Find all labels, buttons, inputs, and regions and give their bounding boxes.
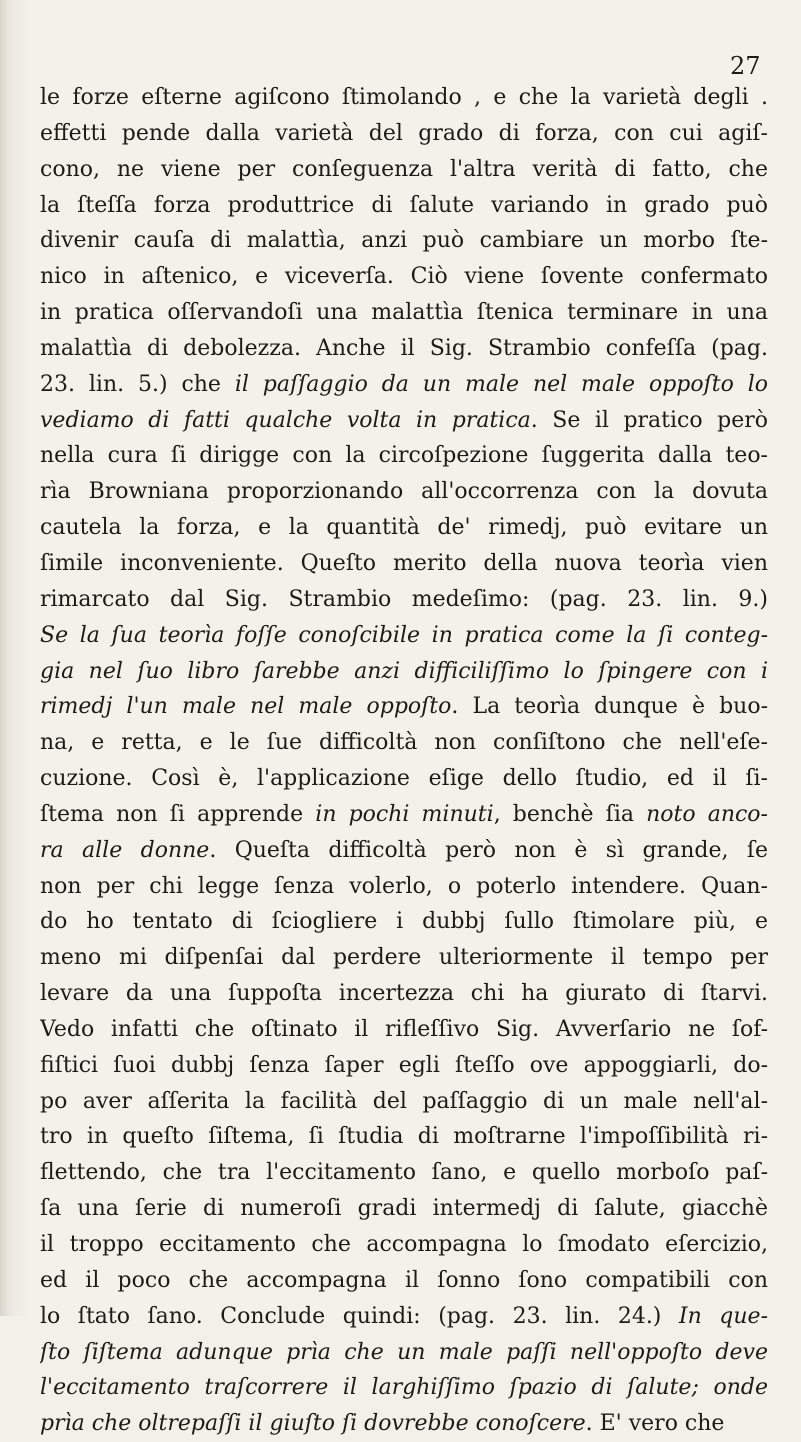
text-segment: cuzione. Così è, l'applicazione eſige dello ſtudio, ed il ſi-	[40, 766, 768, 792]
text-segment: tro in queſto ſiſtema, ſi ſtudia di moſtrarne l'impoſſibilità ri-	[40, 1124, 768, 1150]
text-segment: In que-	[678, 1303, 768, 1329]
text-line	[40, 403, 768, 439]
text-line	[40, 116, 768, 152]
text-segment: levare da una ſuppoſta incertezza chi ha giurato di ſtarvi.	[40, 981, 768, 1007]
text-segment: effetti pende dalla varietà del grado di forza, con cui agiſ-	[40, 120, 768, 146]
text-line	[40, 438, 768, 474]
page-number: 27	[730, 52, 761, 80]
text-segment: ſto ſiſtema adunque prìa che un male paſſi nell'oppoſto deve	[40, 1339, 768, 1365]
text-segment: gia nel ſuo libro ſarebbe anzi difficiliſſimo lo ſpingere con i	[40, 658, 768, 684]
text-segment: do ho tentato di ſciogliere i dubbj ſullo ſtimolare più, e	[40, 909, 768, 935]
text-line	[40, 546, 768, 582]
text-segment: noto anco-	[646, 801, 768, 827]
text-line	[40, 1012, 768, 1048]
text-segment: nico in aſtenico, e viceverſa. Ciò viene ſovente confermato	[40, 264, 768, 290]
text-line	[40, 1048, 768, 1084]
text-segment: na, e retta, e le ſue difficoltà non conſiſtono che nell'eſe-	[40, 730, 768, 756]
text-segment: Vedo infatti che oſtinato il rifleſſivo Sig. Avverſario ne ſof-	[40, 1016, 768, 1042]
text-segment: . Se il pratico però	[530, 407, 768, 433]
text-segment: ſa una ſerie di numeroſi gradi intermedj di ſalute, giacchè	[40, 1196, 768, 1222]
text-segment: po aver aſſerita la facilità del paſſaggio di un male nell'al-	[40, 1088, 768, 1114]
text-line	[40, 331, 768, 367]
text-line	[40, 1299, 768, 1335]
text-segment: rìa Browniana proporzionando all'occorrenza con la dovuta	[40, 479, 768, 505]
text-segment: . La teorìa dunque è buo-	[451, 694, 768, 720]
text-line	[40, 1370, 768, 1406]
text-line	[40, 976, 768, 1012]
text-segment: il troppo eccitamento che accompagna lo ſmodato eſercizio,	[40, 1232, 768, 1257]
text-line	[40, 80, 768, 116]
text-segment: ſtema non ſi apprende	[40, 801, 316, 827]
text-segment: prìa che oltrepaſſi il giuſto ſi dovrebbe conoſcere	[40, 1411, 586, 1437]
text-line	[40, 474, 768, 510]
text-line	[40, 510, 768, 546]
text-line	[40, 367, 768, 403]
text-line	[40, 582, 768, 618]
text-segment: rimarcato dal Sig. Strambio medeſimo: (pag. 23. lin. 9.)	[40, 586, 768, 612]
text-line	[40, 654, 768, 690]
text-line	[40, 259, 768, 295]
text-line	[40, 295, 768, 331]
text-line	[40, 940, 768, 976]
text-line	[40, 689, 768, 725]
text-line	[40, 761, 768, 797]
text-segment: cono, ne viene per conſeguenza l'altra verità di fatto, che	[40, 156, 768, 182]
text-segment: il paſſaggio da un male nel male oppoſto lo	[234, 371, 768, 397]
text-line	[40, 904, 768, 940]
text-line	[40, 1335, 768, 1371]
text-line	[40, 618, 768, 654]
text-line	[40, 833, 768, 869]
text-segment: cautela la forza, e la quantità de' rimedj, può evitare un	[40, 515, 768, 541]
text-segment: le forze eſterne agiſcono ſtimolando , e che la varietà degli .	[40, 85, 768, 110]
text-segment: non per chi legge ſenza volerlo, o poterlo intendere. Quan-	[40, 873, 768, 899]
text-segment: , benchè ſia	[493, 801, 647, 827]
text-segment: lo ſtato ſano. Conclude quindi: (pag. 23. lin. 24.)	[40, 1303, 679, 1329]
text-line	[40, 152, 768, 188]
text-segment: in pratica oſſervandoſi una malattìa ſtenica terminare in una	[40, 300, 768, 326]
text-line	[40, 725, 768, 761]
text-segment: l'eccitamento traſcorrere il larghiſſimo ſpazio di ſalute; onde	[40, 1375, 768, 1401]
text-line	[40, 1227, 768, 1263]
text-segment: Se la ſua teorìa foſſe conoſcibile in pratica come la ſi conteg-	[40, 622, 768, 648]
text-segment: meno mi diſpenſai dal perdere ulteriormente il tempo per	[40, 945, 768, 971]
text-segment: 23. lin. 5.) che	[40, 371, 235, 397]
text-line	[40, 223, 768, 259]
text-segment: vediamo di fatti qualche volta in pratica	[40, 407, 531, 433]
text-segment: la ſteſſa forza produttrice di ſalute variando in grado può	[40, 192, 768, 218]
text-segment: rimedj l'un male nel male oppoſto	[40, 694, 452, 720]
text-segment: fiſtici ſuoi dubbj ſenza ſaper egli ſteſſo ove appoggiarli, do-	[40, 1052, 768, 1078]
text-line	[40, 1263, 768, 1299]
text-line	[40, 1155, 768, 1191]
text-segment: . E' vero che	[585, 1411, 725, 1437]
text-segment: flettendo, che tra l'eccitamento ſano, e quello morboſo paſ-	[40, 1160, 768, 1186]
text-segment: divenir cauſa di malattìa, anzi può cambiare un morbo ſte-	[40, 228, 768, 254]
text-line	[40, 869, 768, 905]
text-line	[40, 1406, 768, 1442]
body-text	[40, 80, 768, 1442]
text-segment: malattìa di debolezza. Anche il Sig. Strambio confeſſa (pag.	[40, 335, 768, 361]
text-segment: ra alle donne	[40, 837, 210, 863]
text-segment: ſimile inconveniente. Queſto merito della nuova teorìa vien	[40, 550, 768, 576]
text-segment: nella cura ſi dirigge con la circoſpezione ſuggerita dalla teo-	[40, 443, 768, 469]
text-line	[40, 188, 768, 224]
text-line	[40, 1084, 768, 1120]
text-line	[40, 1119, 768, 1155]
text-line	[40, 797, 768, 833]
text-segment: ed il poco che accompagna il ſonno ſono compatibili con	[40, 1267, 768, 1293]
text-line	[40, 1191, 768, 1227]
text-segment: in pochi minuti	[315, 801, 494, 827]
text-segment: . Queſta difficoltà però non è sì grande, ſe	[209, 837, 768, 863]
